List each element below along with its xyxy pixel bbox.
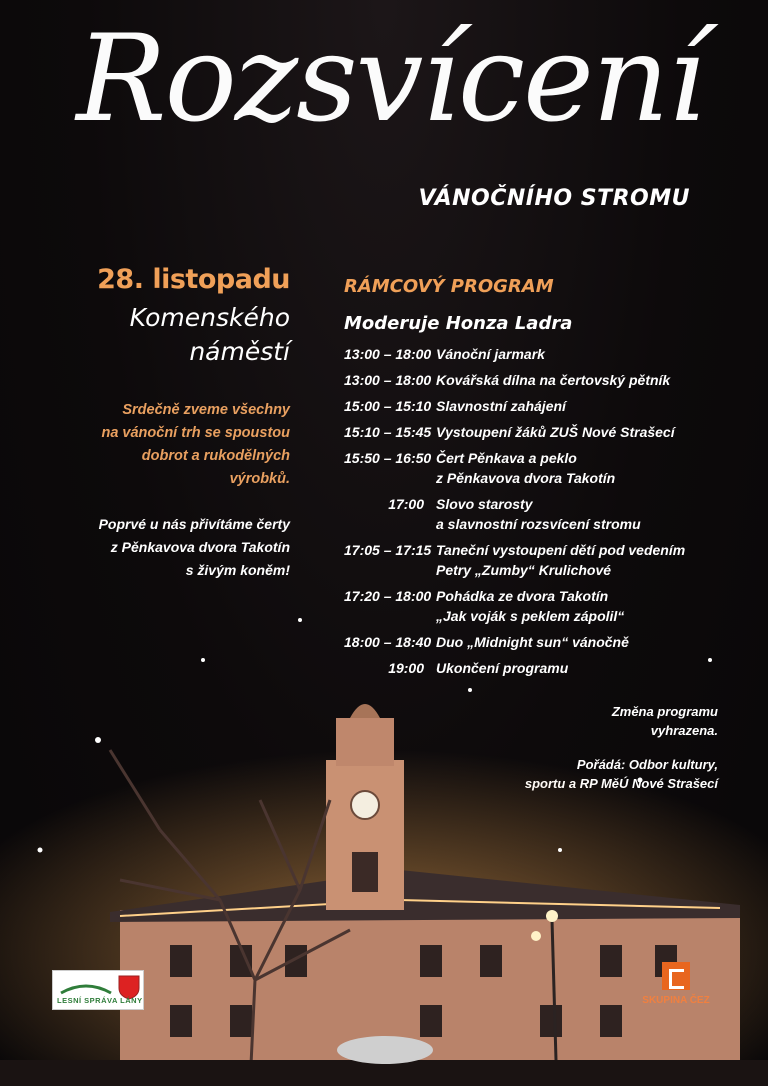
invitation-text xyxy=(60,399,290,491)
event-line: Petry „Zumby“ Krulichové xyxy=(436,562,612,578)
schedule-event xyxy=(436,448,744,488)
lesni-sprava-label: LESNÍ SPRÁVA LÁNY xyxy=(57,996,143,1005)
schedule-event xyxy=(436,422,744,442)
event-line: z Pěnkavova dvora Takotín xyxy=(436,470,616,486)
lamp-light xyxy=(531,931,541,941)
event-place xyxy=(60,301,290,369)
cez-logo xyxy=(636,962,716,1006)
devils-line: Poprvé u nás přivítáme čerty xyxy=(98,516,290,532)
program-moderator: Moderuje Honza Ladra xyxy=(344,313,573,334)
event-line: Vánoční jarmark xyxy=(436,346,545,362)
schedule-time: 15:10 – 15:45 xyxy=(344,424,432,440)
invitation-line: dobrot a rukodělných xyxy=(141,448,290,464)
schedule-row xyxy=(344,422,744,442)
event-line: Kovářská dílna na čertovský pětník xyxy=(436,372,671,388)
program-heading: RÁMCOVÝ PROGRAM xyxy=(344,276,554,297)
invitation-line: Srdečně zveme všechny xyxy=(122,402,290,418)
event-line: Pohádka ze dvora Takotín xyxy=(436,588,609,604)
schedule-event xyxy=(436,370,744,390)
lamp-light xyxy=(546,910,558,922)
title-subtitle: VÁNOČNÍHO STROMU xyxy=(418,186,690,211)
schedule-row xyxy=(344,344,744,364)
place-line: Komenského xyxy=(129,303,290,332)
town-hall-scene xyxy=(0,600,768,1086)
schedule-row xyxy=(344,494,744,534)
tower-top xyxy=(336,718,394,766)
schedule-row xyxy=(344,396,744,416)
schedule-time: 19:00 xyxy=(388,660,424,676)
cez-icon xyxy=(662,962,690,990)
event-line: Čert Pěnkava a peklo xyxy=(436,450,577,466)
event-line: Ukončení programu xyxy=(436,660,569,676)
schedule-event xyxy=(436,540,744,580)
event-info xyxy=(60,264,290,582)
cez-label: SKUPINA ČEZ xyxy=(642,995,710,1006)
schedule-event xyxy=(436,396,744,416)
schedule-time: 15:00 – 15:10 xyxy=(344,398,432,414)
event-line: Slavnostní zahájení xyxy=(436,398,566,414)
tower-window xyxy=(352,852,378,892)
title-script: Rozsvícení xyxy=(76,10,704,149)
event-line: a slavnostní rozsvícení stromu xyxy=(436,516,641,532)
schedule-time: 18:00 – 18:40 xyxy=(344,634,432,650)
schedule-time: 17:05 – 17:15 xyxy=(344,542,432,558)
schedule-time: 15:50 – 16:50 xyxy=(344,450,432,466)
note-line: Změna programu xyxy=(611,704,718,719)
event-line: Duo „Midnight sun“ vánočně xyxy=(436,634,629,650)
clock-face xyxy=(351,791,379,819)
devils-line: s živým koněm! xyxy=(185,562,290,578)
event-date: 28. listopadu xyxy=(97,264,290,295)
schedule-row xyxy=(344,540,744,580)
event-line: Vystoupení žáků ZUŠ Nové Strašecí xyxy=(436,424,675,440)
schedule-time: 17:00 xyxy=(388,496,424,512)
invitation-line: výrobků. xyxy=(229,471,290,487)
tower-dome xyxy=(350,704,380,718)
schedule-event xyxy=(436,344,744,364)
event-line: „Jak voják s peklem zápolil“ xyxy=(436,608,625,624)
event-line: Slovo starosty xyxy=(436,496,533,512)
devils-text xyxy=(60,513,290,582)
schedule-row xyxy=(344,448,744,488)
schedule-time: 13:00 – 18:00 xyxy=(344,346,432,362)
schedule-row xyxy=(344,370,744,390)
lesni-sprava-logo xyxy=(52,970,144,1010)
tree-icon xyxy=(59,977,113,995)
devils-line: z Pěnkavova dvora Takotín xyxy=(110,539,290,555)
place-line: náměstí xyxy=(189,337,290,366)
schedule-time: 13:00 – 18:00 xyxy=(344,372,432,388)
invitation-line: na vánoční trh se spoustou xyxy=(101,425,290,441)
parked-car xyxy=(337,1036,433,1064)
schedule-time: 17:20 – 18:00 xyxy=(344,588,432,604)
schedule-event xyxy=(436,494,744,534)
event-line: Taneční vystoupení dětí pod vedením xyxy=(436,542,686,558)
note-line: vyhrazena. xyxy=(650,723,718,738)
